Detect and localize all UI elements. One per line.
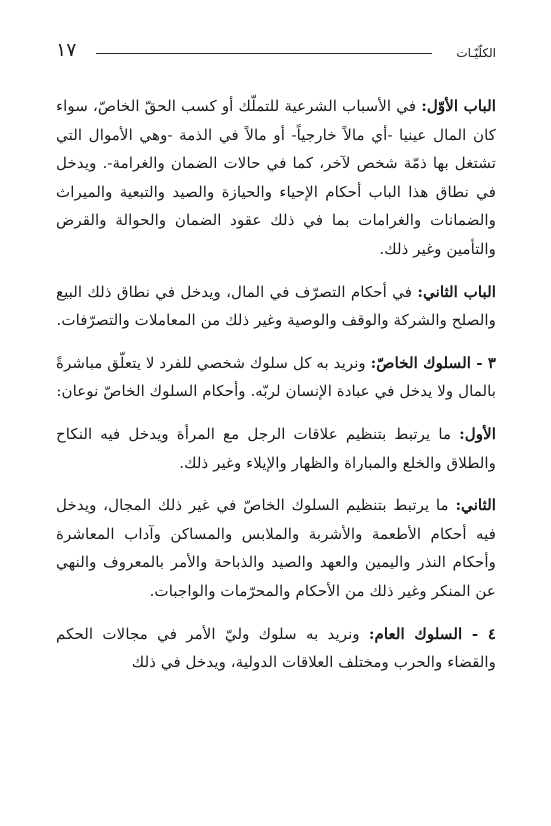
running-header xyxy=(56,38,496,72)
paragraph-body: ما يرتبط بتنظيم السلوك الخاصّ في غير ذلك المجال، ويدخل فيه أحكام الأطعمة والأشربة والملابس والمساكن وآداب المعاشرة وأحكام النذر واليمين والعهد والصيد والذباحة والأمر بالمعروف والنهي عن المنكر وغير ذلك من الأحكام والمحرّمات والواجبات. xyxy=(56,496,496,600)
paragraph-second-type xyxy=(56,491,496,605)
header-rule xyxy=(96,53,432,54)
paragraph-heading: ٤ - السلوك العام: xyxy=(368,624,497,643)
paragraph-body: ما يرتبط بتنظيم علاقات الرجل مع المرأة ويدخل فيه النكاح والطلاق والخلع والمباراة والظهار والإيلاء وغير ذلك. xyxy=(56,424,496,472)
page-number: ١٧ xyxy=(56,39,77,61)
paragraph-body: في أحكام التصرّف في المال، ويدخل في نطاق ذلك البيع والصلح والشركة والوقف والوصية وغير ذلك من المعاملات والتصرّفات. xyxy=(56,282,496,330)
paragraph-heading: ٣ - السلوك الخاصّ: xyxy=(370,353,496,372)
paragraph-body: ونريد به كل سلوك شخصي للفرد لا يتعلّق مباشرةً بالمال ولا يدخل في عبادة الإنسان لربّه. وأحكام السلوك الخاصّ نوعان: xyxy=(56,353,496,401)
body-text xyxy=(56,92,496,677)
paragraph-second-chapter xyxy=(56,278,496,335)
paragraph-body: في الأسباب الشرعية للتملّك أو كسب الحقّ الخاصّ، سواء كان المال عينيا -أي مالاً خارجياً- أو مالاً في الذمة -وهي الأموال التي تشتغل بها ذمّة شخص لآخر، كما في حالات الضمان والغرامة-. ويدخل في نطاق هذا الباب أحكام الإحياء والحيازة والصيد والتبعية والميراث والضمانات والغرامات بما في ذلك عقود الضمان والحوالة والقرض والتأمين وغير ذلك. xyxy=(56,97,496,258)
paragraph-first-type xyxy=(56,420,496,477)
paragraph-body: ونريد به سلوك وليّ الأمر في مجالات الحكم والقضاء والحرب ومختلف العلاقات الدولية، ويدخل في ذلك xyxy=(56,624,496,672)
paragraph-public-conduct xyxy=(56,620,496,677)
paragraph-heading: الأول: xyxy=(459,424,496,443)
document-page xyxy=(56,38,496,818)
paragraph-heading: الثاني: xyxy=(455,496,496,515)
paragraph-heading: الباب الأوّل: xyxy=(421,97,496,115)
paragraph-heading: الباب الثاني: xyxy=(417,282,496,301)
paragraph-first-chapter xyxy=(56,92,496,264)
paragraph-private-conduct xyxy=(56,349,496,406)
running-header-title: الكلّيّـات xyxy=(456,46,496,60)
